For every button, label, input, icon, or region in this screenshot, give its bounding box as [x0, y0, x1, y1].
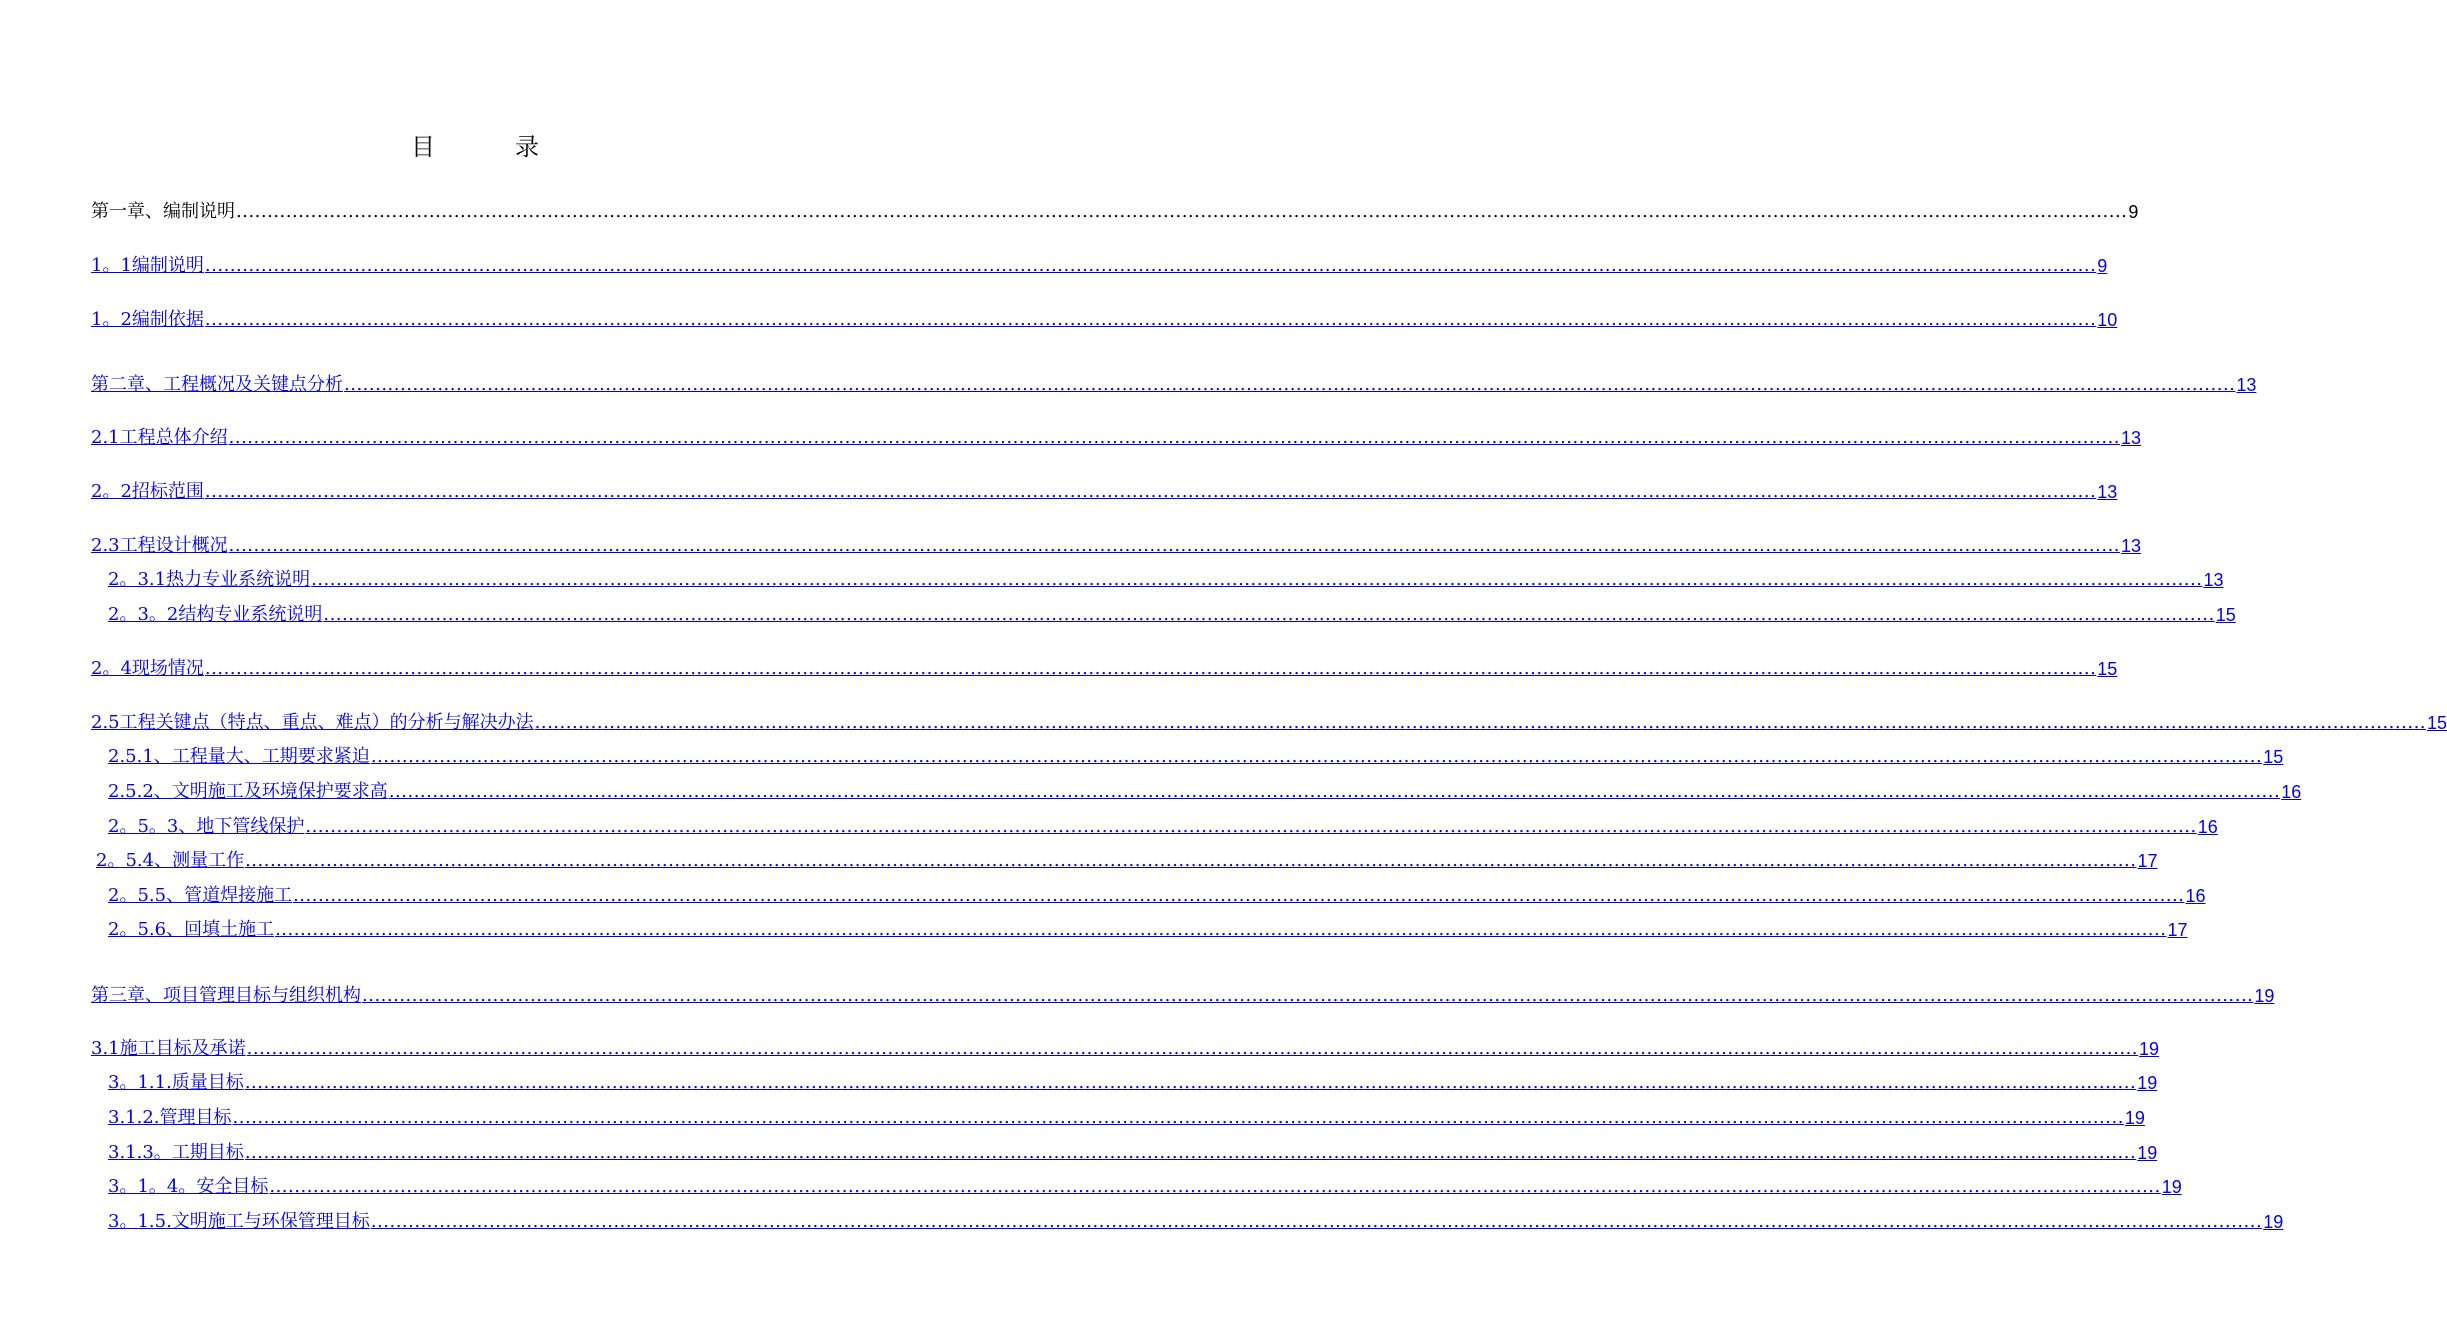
toc-page-number: 19 [2161, 1177, 2182, 1197]
toc-entry-label: 1。1编制说明 [91, 255, 204, 276]
toc-page-number: 19 [2263, 1212, 2284, 1232]
toc-page-number: 13 [2236, 375, 2257, 395]
toc-leader: ................................................................................................................................................................................................................................................................................................................ [323, 604, 2215, 625]
toc-leader: ................................................................................................................................................................................................................................................................................................................ [228, 535, 2121, 556]
toc-leader: ................................................................................................................................................................................................................................................................................................................ [311, 569, 2203, 590]
toc-entry-chapter-2[interactable] [91, 372, 2257, 398]
toc-page-number: 19 [2137, 1073, 2158, 1093]
toc-entry-1-1[interactable] [91, 253, 2108, 279]
toc-leader: ................................................................................................................................................................................................................................................................................................................ [370, 746, 2263, 767]
toc-page-number: 13 [2203, 570, 2224, 590]
toc-entry-label: 2。5.4、测量工作 [96, 850, 245, 871]
toc-entry-label: 第一章、编制说明 [91, 201, 235, 222]
toc-entry-label: 2。5。3、地下管线保护 [108, 816, 305, 837]
toc-leader: ................................................................................................................................................................................................................................................................................................................ [269, 1176, 2161, 1197]
toc-entry-label: 2。3.1热力专业系统说明 [108, 569, 311, 590]
page-title [0, 132, 950, 162]
toc-page-number: 19 [2124, 1108, 2145, 1128]
toc-page-number: 17 [2167, 920, 2188, 940]
toc-leader: ................................................................................................................................................................................................................................................................................................................ [246, 1038, 2139, 1059]
toc-entry-3-1[interactable] [91, 1036, 2160, 1062]
toc-entry-label: 3。1。4。安全目标 [108, 1176, 269, 1197]
toc-leader: ................................................................................................................................................................................................................................................................................................................ [244, 1142, 2137, 1163]
toc-entry-chapter-3[interactable] [91, 983, 2275, 1009]
toc-page-number: 16 [2197, 817, 2218, 837]
toc-leader: ................................................................................................................................................................................................................................................................................................................ [204, 658, 2097, 679]
toc-entry-1-2[interactable] [91, 307, 2118, 333]
page-title-char-2: 录 [515, 133, 539, 161]
toc-entry-label: 2.3工程设计概况 [91, 535, 228, 556]
toc-entry-2-5-5[interactable] [108, 883, 2206, 909]
toc-page-number: 13 [2121, 428, 2142, 448]
toc-leader: ................................................................................................................................................................................................................................................................................................................ [244, 1072, 2137, 1093]
toc-entry-2-1[interactable] [91, 425, 2142, 451]
toc-page-number: 13 [2121, 536, 2142, 556]
toc-leader: ................................................................................................................................................................................................................................................................................................................ [362, 985, 2254, 1006]
toc-entry-3-1-2[interactable] [108, 1105, 2145, 1131]
toc-entry-label: 3.1.2.管理目标 [108, 1107, 232, 1128]
toc-entry-3-1-1[interactable] [108, 1070, 2158, 1096]
toc-page-number: 15 [2263, 747, 2284, 767]
toc-leader: ................................................................................................................................................................................................................................................................................................................ [344, 374, 2236, 395]
toc-entry-2-3-2[interactable] [108, 602, 2236, 628]
toc-page-number: 10 [2097, 310, 2118, 330]
toc-leader: ................................................................................................................................................................................................................................................................................................................ [388, 781, 2281, 802]
toc-entry-2-5[interactable] [91, 710, 2447, 736]
toc-entry-label: 3.1.3。工期目标 [108, 1142, 244, 1163]
toc-page-number: 19 [2254, 986, 2275, 1006]
toc-entry-label: 2.5.1、工程量大、工期要求紧迫 [108, 746, 370, 767]
toc-entry-2-5-6[interactable] [108, 917, 2188, 943]
toc-leader: ................................................................................................................................................................................................................................................................................................................ [236, 201, 2128, 222]
toc-leader: ................................................................................................................................................................................................................................................................................................................ [232, 1107, 2124, 1128]
toc-leader: ................................................................................................................................................................................................................................................................................................................ [370, 1211, 2263, 1232]
toc-entry-label: 2.5.2、文明施工及环境保护要求高 [108, 781, 388, 802]
toc-entry-3-1-3[interactable] [108, 1140, 2158, 1166]
toc-entry-label: 1。2编制依据 [91, 309, 204, 330]
toc-entry-2-2[interactable] [91, 479, 2118, 505]
toc-entry-label: 2.5工程关键点（特点、重点、难点）的分析与解决办法 [91, 712, 534, 733]
toc-leader: ................................................................................................................................................................................................................................................................................................................ [204, 309, 2097, 330]
toc-leader: ................................................................................................................................................................................................................................................................................................................ [305, 816, 2197, 837]
toc-entry-2-5-3[interactable] [108, 814, 2218, 840]
toc-page-number: 15 [2427, 713, 2447, 733]
toc-entry-label: 2.1工程总体介绍 [91, 427, 228, 448]
toc-page-number: 15 [2097, 659, 2118, 679]
toc-entry-2-3[interactable] [91, 533, 2142, 559]
page-title-char-1: 目 [411, 133, 435, 161]
toc-entry-label: 第三章、项目管理目标与组织机构 [91, 985, 361, 1006]
toc-page-number: 15 [2215, 605, 2236, 625]
toc-entry-label: 第二章、工程概况及关键点分析 [91, 374, 343, 395]
toc-page-number: 19 [2137, 1143, 2158, 1163]
toc-entry-2-3-1[interactable] [108, 567, 2224, 593]
toc-entry-label: 2。3。2结构专业系统说明 [108, 604, 323, 625]
toc-page-number: 13 [2097, 482, 2118, 502]
toc-leader: ................................................................................................................................................................................................................................................................................................................ [534, 712, 2427, 733]
toc-leader: ................................................................................................................................................................................................................................................................................................................ [293, 885, 2185, 906]
toc-page-number: 9 [2128, 202, 2139, 222]
toc-entry-label: 3。1.1.质量目标 [108, 1072, 244, 1093]
toc-leader: ................................................................................................................................................................................................................................................................................................................ [245, 850, 2137, 871]
toc-entry-3-1-4[interactable] [108, 1174, 2182, 1200]
toc-entry-2-4[interactable] [91, 656, 2118, 682]
toc-entry-label: 2。5.6、回填土施工 [108, 919, 275, 940]
toc-page-number: 17 [2137, 851, 2158, 871]
toc-entry-2-5-1[interactable] [108, 744, 2284, 770]
toc-page-number: 9 [2097, 256, 2108, 276]
toc-entry-3-1-5[interactable] [108, 1209, 2284, 1235]
toc-leader: ................................................................................................................................................................................................................................................................................................................ [204, 255, 2097, 276]
toc-entry-label: 3。1.5.文明施工与环保管理目标 [108, 1211, 370, 1232]
toc-entry-chapter-1[interactable] [91, 199, 2139, 225]
toc-leader: ................................................................................................................................................................................................................................................................................................................ [228, 427, 2121, 448]
toc-entry-label: 2。4现场情况 [91, 658, 204, 679]
toc-entry-label: 2。5.5、管道焊接施工 [108, 885, 293, 906]
toc-entry-label: 3.1施工目标及承诺 [91, 1038, 246, 1059]
toc-page-number: 16 [2281, 782, 2302, 802]
toc-leader: ................................................................................................................................................................................................................................................................................................................ [204, 481, 2097, 502]
toc-entry-label: 2。2招标范围 [91, 481, 204, 502]
toc-leader: ................................................................................................................................................................................................................................................................................................................ [275, 919, 2167, 940]
toc-page-number: 19 [2139, 1039, 2160, 1059]
toc-entry-2-5-2[interactable] [108, 779, 2302, 805]
toc-entry-2-5-4[interactable] [96, 848, 2158, 874]
toc-page-number: 16 [2185, 886, 2206, 906]
